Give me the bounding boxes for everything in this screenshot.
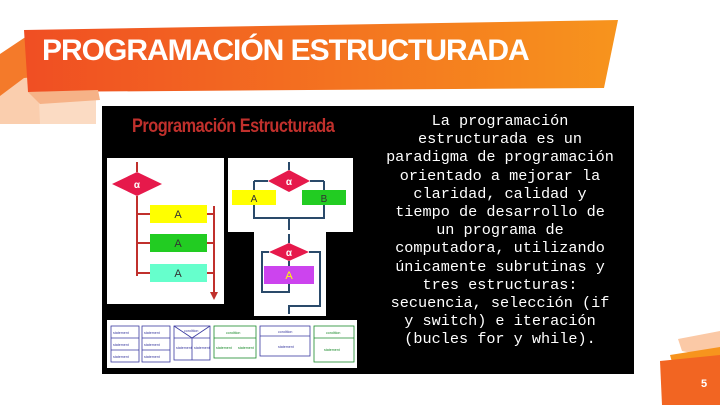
sequence-block-1-label: A <box>174 209 182 221</box>
flowchart-graphic <box>102 106 365 374</box>
strip-statement-6: statement <box>144 355 160 359</box>
iteration-decision-label: α <box>285 248 293 259</box>
selection-block-b-label: B <box>320 194 328 205</box>
sequence-block-3-label: A <box>174 268 182 280</box>
page-number: 5 <box>701 378 708 390</box>
content-image <box>102 106 634 374</box>
strip-condition-3: condition <box>278 330 293 334</box>
strip-statement-10: statement <box>238 346 254 350</box>
slide-title: PROGRAMACIÓN ESTRUCTURADA <box>42 34 529 67</box>
corner-decoration <box>660 325 720 405</box>
strip-statement-3: statement <box>113 355 129 359</box>
flowcharts <box>102 106 365 374</box>
selection-block-a-label: A <box>250 194 258 205</box>
strip-statement-5: statement <box>144 343 160 347</box>
strip-statement-11: statement <box>278 345 294 349</box>
strip-statement-9: statement <box>216 346 232 350</box>
strip-condition-1: condition <box>184 329 199 333</box>
selection-decision-label: α <box>285 177 293 188</box>
iteration-block-label: A <box>285 270 293 282</box>
strip-statement-2: statement <box>113 343 129 347</box>
strip-statement-1: statement <box>113 331 129 335</box>
sequence-block-2-label: A <box>174 238 182 250</box>
strip-statement-4: statement <box>144 331 160 335</box>
corner-main-shape <box>660 355 720 405</box>
strip-condition-4: condition <box>326 331 341 335</box>
strip-statement-8: statement <box>194 346 210 350</box>
strip-statement-7: statement <box>176 346 192 350</box>
sequence-decision-label: α <box>133 180 141 191</box>
description-text: La programación estructurada es un paradigma de programación orientado a mejorar la claridad, calidad y tiempo de desarrollo de un programa de computadora, utilizando únicamente subrutinas y tres estructuras: secuencia, selección (if y switch) e iteración (bucles for y while). <box>386 112 614 349</box>
strip-statement-12: statement <box>324 348 340 352</box>
image-title: Programación Estructurada <box>132 116 335 137</box>
strip-condition-2: condition <box>226 331 241 335</box>
